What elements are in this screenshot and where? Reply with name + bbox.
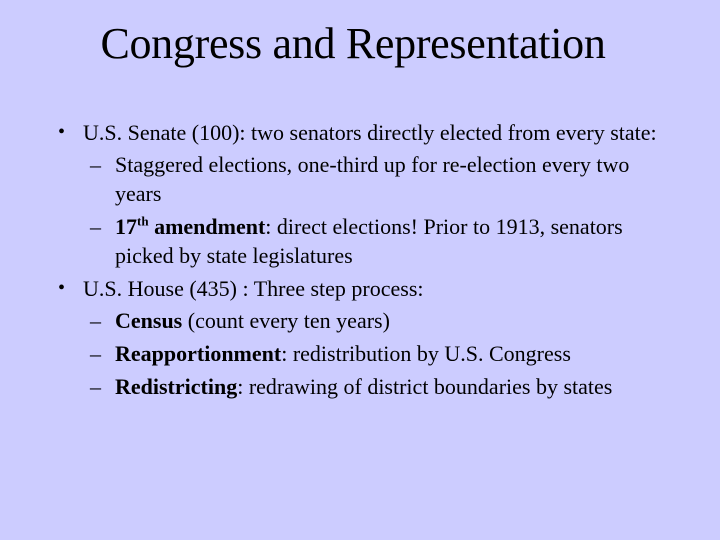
sub-bullet-census bbox=[58, 306, 668, 335]
dash-icon: – bbox=[90, 152, 101, 177]
dash-icon: – bbox=[90, 214, 101, 239]
slide-body bbox=[58, 118, 668, 405]
reapportionment-text: : redistribution by U.S. Congress bbox=[281, 341, 571, 366]
dash-icon: – bbox=[90, 341, 101, 366]
amendment-text: : direct elections! Prior to 1913, senators picked by state legislatures bbox=[115, 214, 623, 268]
staggered-text: Staggered elections, one-third up for re-election every two years bbox=[115, 152, 630, 206]
sub-bullet-reapportionment bbox=[58, 339, 668, 368]
amendment-word: amendment bbox=[148, 214, 266, 239]
sub-bullet-staggered bbox=[58, 150, 668, 208]
house-text: U.S. House (435) : Three step process: bbox=[83, 276, 424, 301]
redistricting-text: : redrawing of district boundaries by states bbox=[237, 374, 613, 399]
ordinal-suffix: th bbox=[137, 213, 149, 229]
bullet-icon: • bbox=[58, 121, 66, 143]
census-text: (count every ten years) bbox=[182, 308, 390, 333]
amendment-term bbox=[115, 214, 265, 239]
slide-title: Congress and Representation bbox=[100, 19, 606, 68]
dash-icon: – bbox=[90, 308, 101, 333]
bullet-icon: • bbox=[58, 277, 66, 299]
census-term: Census bbox=[115, 308, 183, 333]
dash-icon: – bbox=[90, 374, 101, 399]
redistricting-term: Redistricting bbox=[115, 374, 238, 399]
bullet-house bbox=[58, 274, 668, 303]
bullet-senate bbox=[58, 118, 668, 147]
senate-text: U.S. Senate (100): two senators directly elected from every state: bbox=[83, 120, 657, 145]
ordinal-number: 17 bbox=[115, 214, 137, 239]
reapportionment-term: Reapportionment bbox=[115, 341, 282, 366]
sub-bullet-17th-amendment bbox=[58, 212, 668, 270]
sub-bullet-redistricting bbox=[58, 372, 668, 401]
